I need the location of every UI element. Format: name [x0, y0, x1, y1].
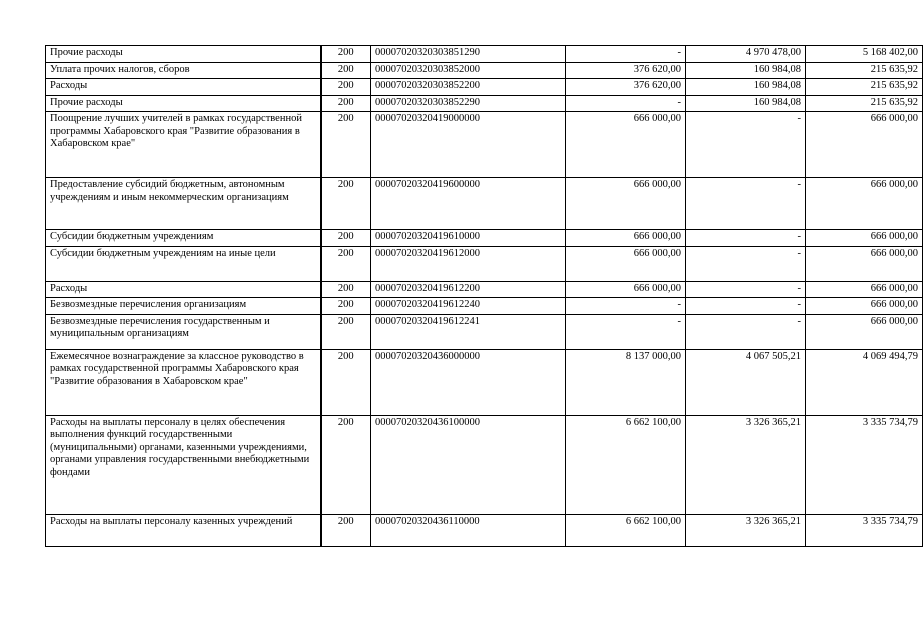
row-code: 200 [321, 314, 371, 349]
row-unexecuted: 666 000,00 [806, 112, 923, 178]
table-row [46, 281, 923, 298]
row-name: Расходы [46, 79, 321, 96]
row-unexecuted: 3 335 734,79 [806, 514, 923, 546]
row-name: Уплата прочих налогов, сборов [46, 62, 321, 79]
row-approved: 376 620,00 [566, 62, 686, 79]
row-kbk: 00007020320419612240 [371, 298, 566, 315]
row-approved: 666 000,00 [566, 230, 686, 247]
row-kbk: 00007020320419610000 [371, 230, 566, 247]
row-kbk: 00007020320419612241 [371, 314, 566, 349]
row-executed: 3 326 365,21 [686, 514, 806, 546]
table-row [46, 79, 923, 96]
row-name: Поощрение лучших учителей в рамках государственной программы Хабаровского края "Развитие образования в Хабаровском крае" [46, 112, 321, 178]
row-name: Ежемесячное вознаграждение за классное руководство в рамках государственной программы Хабаровского края "Развитие образования в Хабаровском крае" [46, 349, 321, 415]
row-executed: - [686, 112, 806, 178]
row-unexecuted: 666 000,00 [806, 314, 923, 349]
table-row [46, 246, 923, 281]
row-approved: 6 662 100,00 [566, 415, 686, 514]
row-unexecuted: 3 335 734,79 [806, 415, 923, 514]
table-row [46, 349, 923, 415]
row-name: Расходы на выплаты персоналу в целях обеспечения выполнения функций государственными (муниципальными) органами, казенными учреждениями, органами управления государственными внебюджетными фондами [46, 415, 321, 514]
row-approved: - [566, 298, 686, 315]
table-row [46, 178, 923, 230]
row-unexecuted: 4 069 494,79 [806, 349, 923, 415]
row-kbk: 00007020320436100000 [371, 415, 566, 514]
row-unexecuted: 215 635,92 [806, 62, 923, 79]
table-row [46, 62, 923, 79]
row-approved: 376 620,00 [566, 79, 686, 96]
table-row [46, 298, 923, 315]
row-code: 200 [321, 79, 371, 96]
row-unexecuted: 666 000,00 [806, 230, 923, 247]
row-unexecuted: 215 635,92 [806, 79, 923, 96]
table-row [46, 95, 923, 112]
row-kbk: 00007020320419000000 [371, 112, 566, 178]
row-name: Безвозмездные перечисления организациям [46, 298, 321, 315]
table-row [46, 46, 923, 63]
table-row [46, 415, 923, 514]
row-name: Предоставление субсидий бюджетным, автономным учреждениям и иным некоммерческим организациям [46, 178, 321, 230]
row-unexecuted: 666 000,00 [806, 281, 923, 298]
row-code: 200 [321, 514, 371, 546]
row-kbk: 00007020320419612000 [371, 246, 566, 281]
row-kbk: 00007020320436000000 [371, 349, 566, 415]
row-code: 200 [321, 298, 371, 315]
table-row [46, 514, 923, 546]
budget-execution-table [45, 45, 923, 547]
row-approved: 666 000,00 [566, 246, 686, 281]
row-executed: - [686, 314, 806, 349]
row-code: 200 [321, 281, 371, 298]
row-code: 200 [321, 349, 371, 415]
row-executed: 3 326 365,21 [686, 415, 806, 514]
row-kbk: 00007020320436110000 [371, 514, 566, 546]
row-name: Прочие расходы [46, 46, 321, 63]
row-executed: - [686, 230, 806, 247]
row-kbk: 00007020320303852290 [371, 95, 566, 112]
row-unexecuted: 666 000,00 [806, 298, 923, 315]
row-approved: 666 000,00 [566, 281, 686, 298]
row-unexecuted: 666 000,00 [806, 178, 923, 230]
row-executed: - [686, 298, 806, 315]
row-executed: 160 984,08 [686, 79, 806, 96]
table-row [46, 314, 923, 349]
row-code: 200 [321, 246, 371, 281]
row-approved: 8 137 000,00 [566, 349, 686, 415]
table-row [46, 112, 923, 178]
table-row [46, 230, 923, 247]
row-unexecuted: 215 635,92 [806, 95, 923, 112]
row-approved: - [566, 314, 686, 349]
row-executed: - [686, 246, 806, 281]
row-kbk: 00007020320419612200 [371, 281, 566, 298]
row-kbk: 00007020320303851290 [371, 46, 566, 63]
row-code: 200 [321, 415, 371, 514]
row-code: 200 [321, 178, 371, 230]
row-kbk: 00007020320303852000 [371, 62, 566, 79]
row-approved: 6 662 100,00 [566, 514, 686, 546]
row-name: Безвозмездные перечисления государственным и муниципальным организациям [46, 314, 321, 349]
row-code: 200 [321, 230, 371, 247]
row-code: 200 [321, 95, 371, 112]
row-approved: - [566, 95, 686, 112]
row-executed: - [686, 281, 806, 298]
row-code: 200 [321, 112, 371, 178]
row-executed: 4 970 478,00 [686, 46, 806, 63]
row-code: 200 [321, 46, 371, 63]
row-executed: 4 067 505,21 [686, 349, 806, 415]
row-approved: - [566, 46, 686, 63]
row-name: Субсидии бюджетным учреждениям [46, 230, 321, 247]
row-approved: 666 000,00 [566, 178, 686, 230]
row-approved: 666 000,00 [566, 112, 686, 178]
row-kbk: 00007020320303852200 [371, 79, 566, 96]
row-executed: 160 984,08 [686, 95, 806, 112]
row-code: 200 [321, 62, 371, 79]
row-kbk: 00007020320419600000 [371, 178, 566, 230]
row-unexecuted: 666 000,00 [806, 246, 923, 281]
row-name: Субсидии бюджетным учреждениям на иные цели [46, 246, 321, 281]
row-name: Прочие расходы [46, 95, 321, 112]
row-executed: 160 984,08 [686, 62, 806, 79]
row-name: Расходы на выплаты персоналу казенных учреждений [46, 514, 321, 546]
row-unexecuted: 5 168 402,00 [806, 46, 923, 63]
row-executed: - [686, 178, 806, 230]
row-name: Расходы [46, 281, 321, 298]
